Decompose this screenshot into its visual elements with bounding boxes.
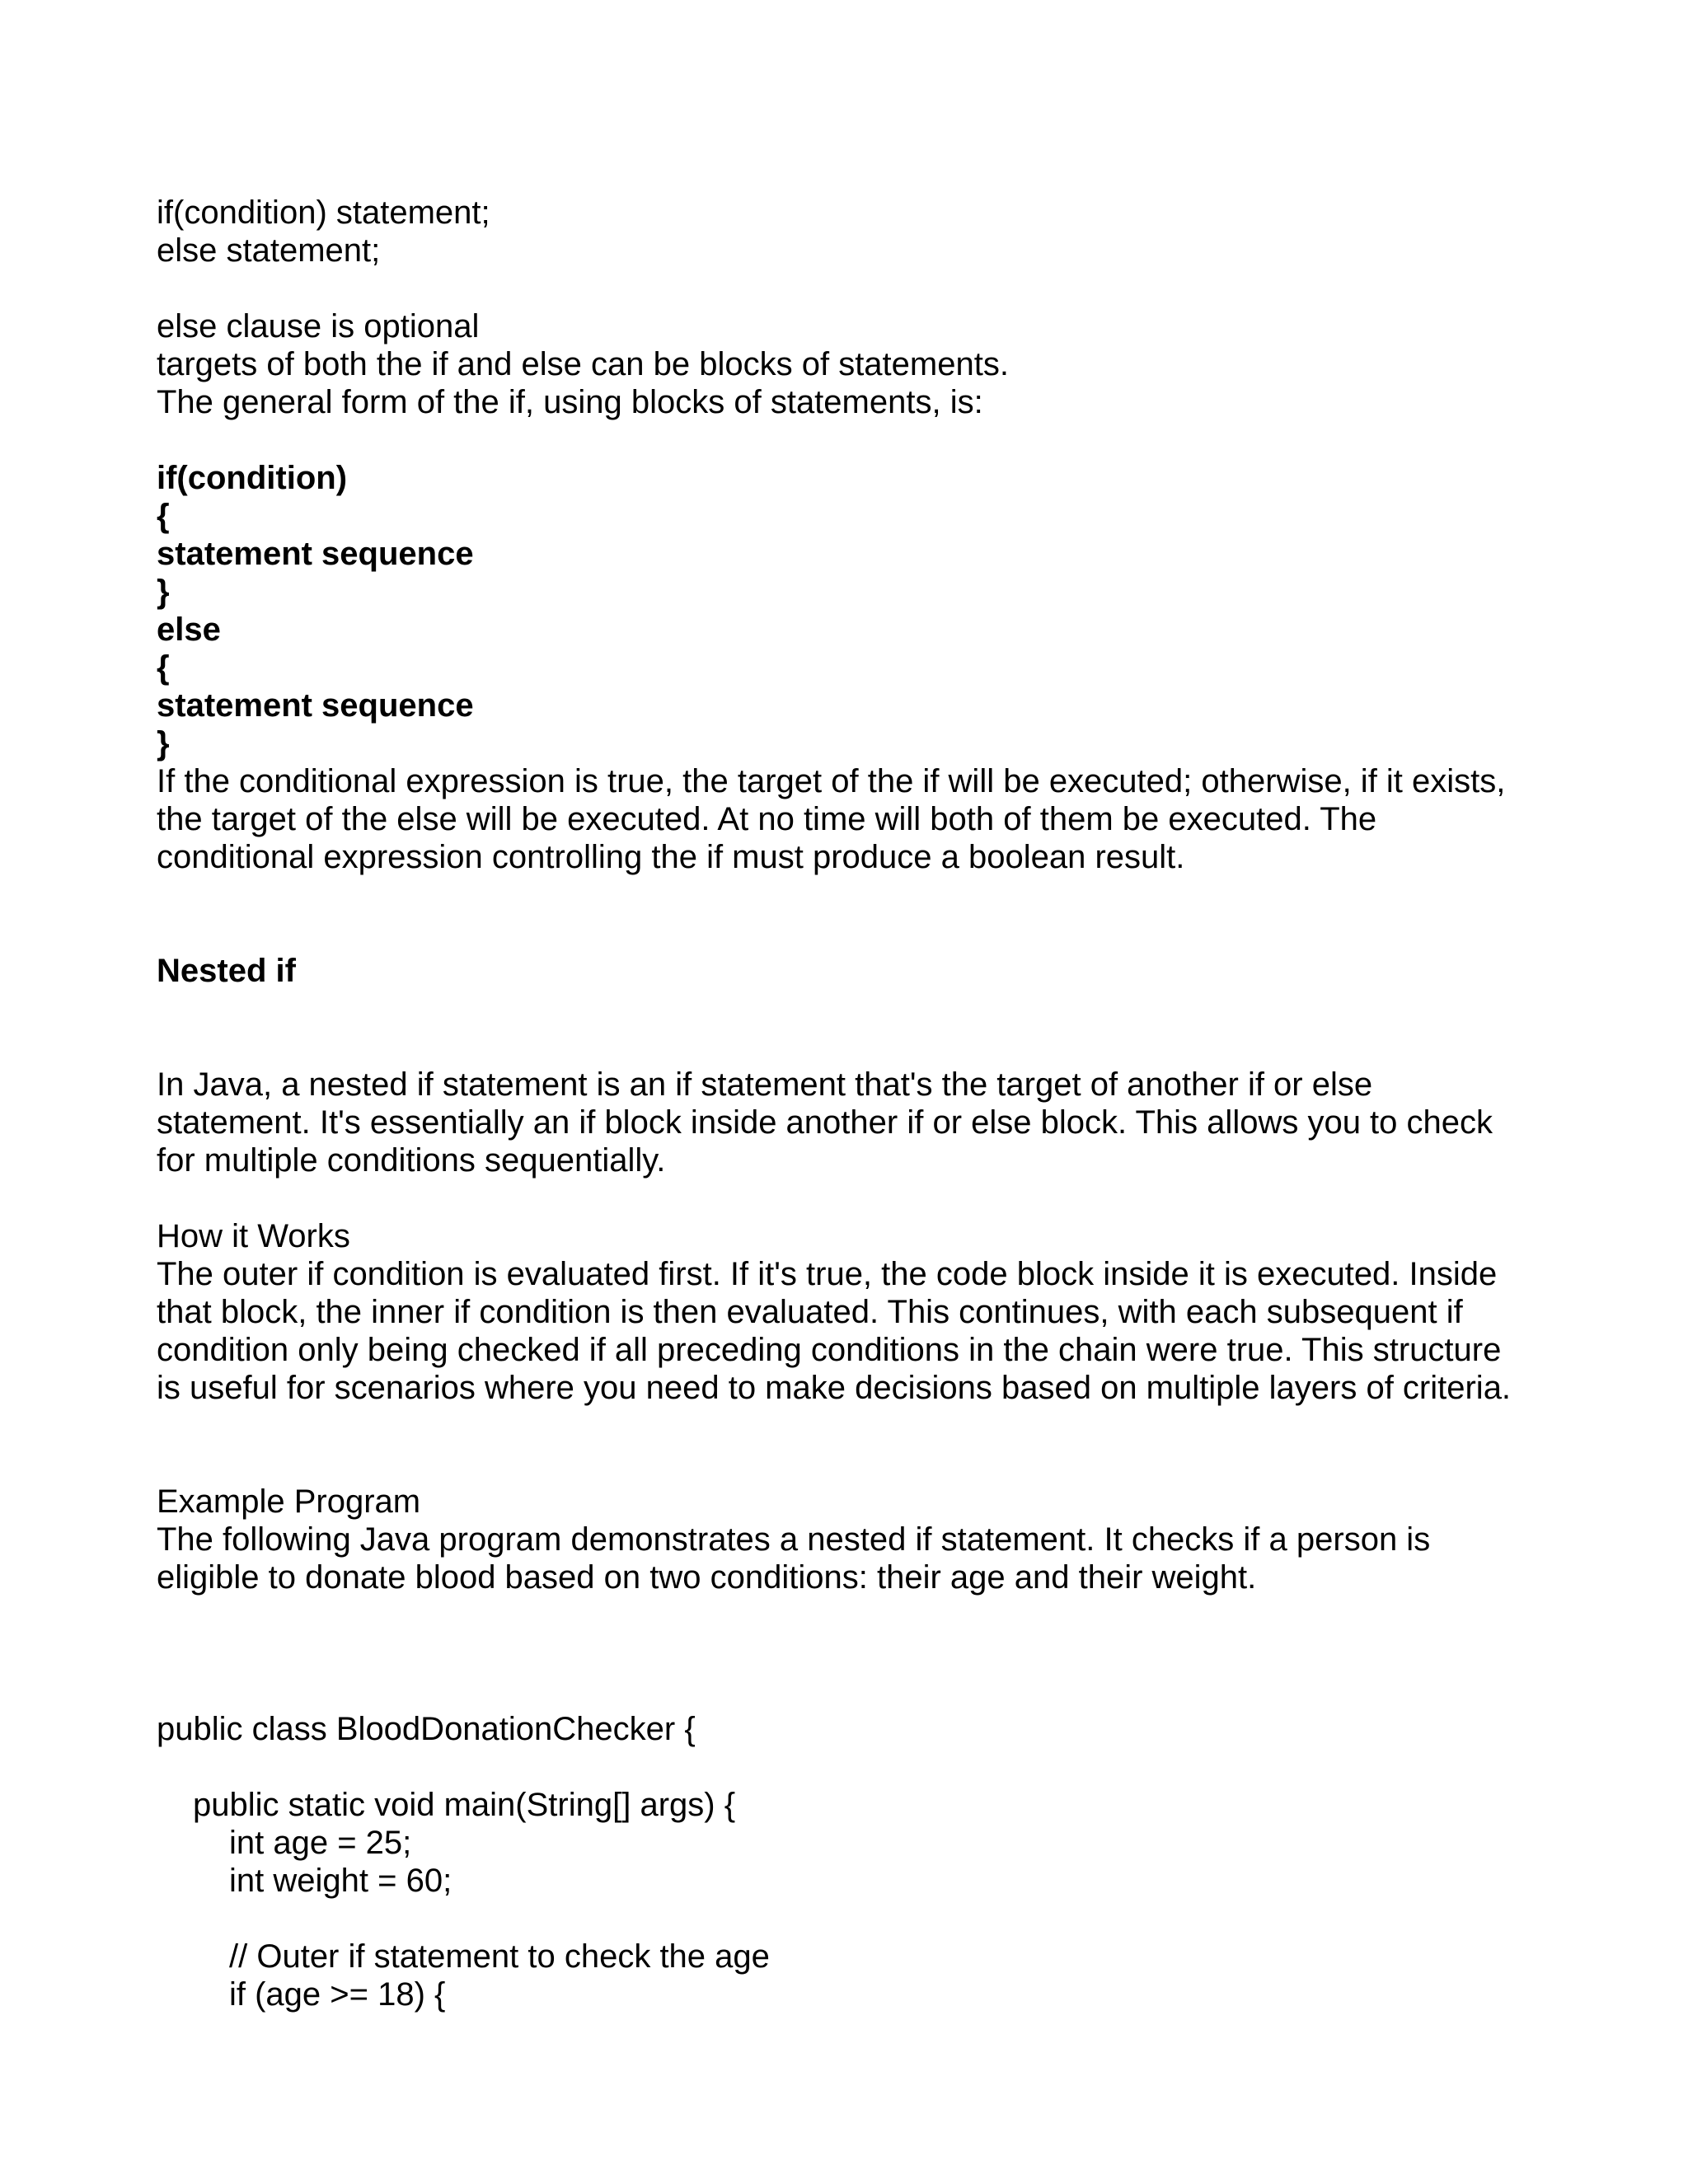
blank-line (157, 421, 1541, 459)
nested-if-intro-line: In Java, a nested if statement is an if statement that's the target of another if or else (157, 1066, 1373, 1103)
how-it-works-heading: How it Works (157, 1218, 350, 1254)
blank-line (157, 1179, 1541, 1217)
general-form-open-brace: { (157, 498, 170, 534)
note-targets-blocks: targets of both the if and else can be blocks of statements. (157, 346, 1009, 382)
syntax-line-else: else statement; (157, 232, 381, 269)
general-form-close-brace: } (157, 725, 170, 762)
nested-if-intro-line: for multiple conditions sequentially. (157, 1142, 666, 1179)
section-heading-nested-if: Nested if (157, 953, 296, 989)
code-age-declaration: int age = 25; (229, 1825, 412, 1861)
code-comment: // Outer if statement to check the age (229, 1938, 770, 1975)
example-program-line: The following Java program demonstrates a nested if statement. It checks if a person is (157, 1521, 1431, 1558)
nested-if-intro-line: statement. It's essentially an if block inside another if or else block. This allows you to check (157, 1104, 1493, 1141)
how-it-works-line: is useful for scenarios where you need to make decisions based on multiple layers of criteria. (157, 1370, 1512, 1406)
example-program-line: eligible to donate blood based on two conditions: their age and their weight. (157, 1559, 1257, 1596)
spacer (157, 990, 1541, 1066)
example-program-heading: Example Program (157, 1483, 421, 1520)
explanation-line: conditional expression controlling the if must produce a boolean result. (157, 839, 1185, 875)
spacer (157, 1596, 1541, 1672)
how-it-works-line: condition only being checked if all preceding conditions in the chain were true. This structure (157, 1332, 1502, 1368)
general-form-else: else (157, 612, 221, 648)
general-form-statement: statement sequence (157, 536, 474, 572)
explanation-line: If the conditional expression is true, the target of the if will be executed; otherwise, if it exists, (157, 763, 1506, 799)
spacer (157, 1672, 1541, 1710)
general-form-if: if(condition) (157, 460, 348, 496)
how-it-works-line: that block, the inner if condition is then evaluated. This continues, with each subsequent if (157, 1294, 1463, 1330)
code-class-declaration: public class BloodDonationChecker { (157, 1711, 696, 1747)
spacer (157, 876, 1541, 952)
code-main-method: public static void main(String[] args) { (193, 1787, 736, 1823)
general-form-close-brace: } (157, 574, 170, 610)
how-it-works-line: The outer if condition is evaluated first. If it's true, the code block inside it is executed. Inside (157, 1256, 1498, 1292)
blank-line (157, 1900, 1541, 1938)
explanation-line: the target of the else will be executed. At no time will both of them be executed. The (157, 801, 1377, 837)
general-form-statement: statement sequence (157, 687, 474, 724)
note-general-form: The general form of the if, using blocks of statements, is: (157, 384, 983, 420)
code-outer-if: if (age >= 18) { (229, 1976, 446, 2013)
spacer (157, 1407, 1541, 1483)
note-else-optional: else clause is optional (157, 308, 480, 344)
blank-line (157, 269, 1541, 307)
blank-line (157, 1748, 1541, 1786)
code-weight-declaration: int weight = 60; (229, 1863, 452, 1899)
syntax-line-if: if(condition) statement; (157, 194, 490, 231)
document-content (157, 194, 1541, 2013)
general-form-open-brace: { (157, 649, 170, 686)
